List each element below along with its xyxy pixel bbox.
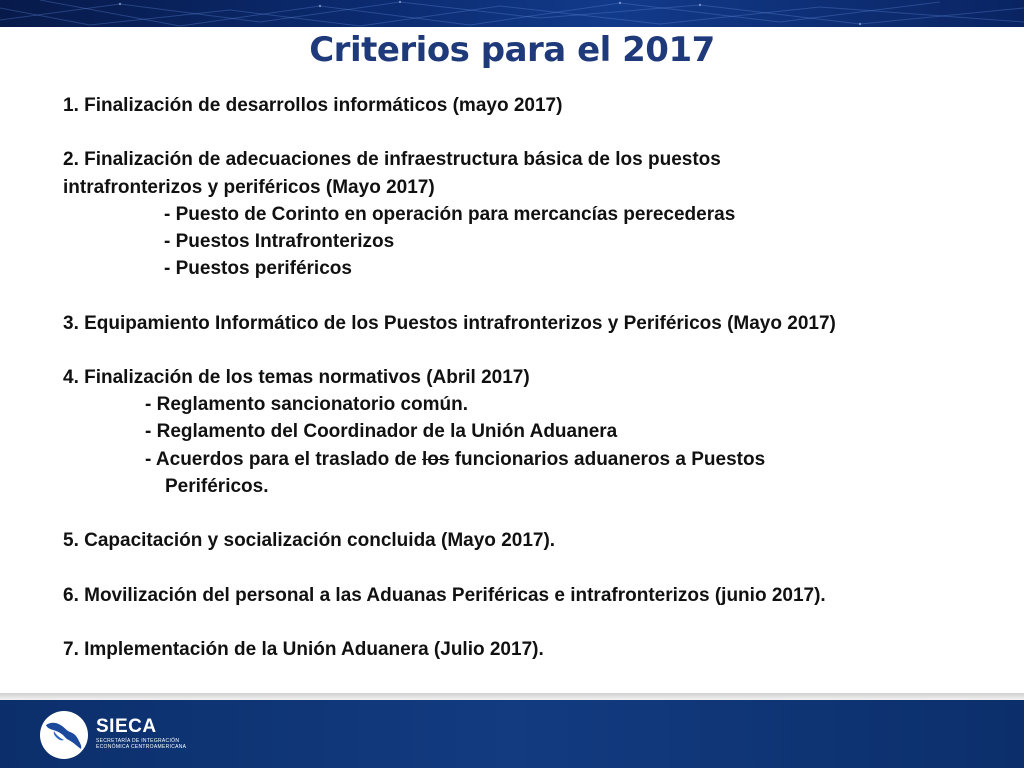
criterion-4-sub-reglamento-coordinador: - Reglamento del Coordinador de la Unión Aduanera — [145, 421, 618, 443]
criterion-4-sub-reglamento-sancionatorio: - Reglamento sancionatorio común. — [145, 394, 469, 416]
spacer — [63, 500, 1013, 527]
logo-subtitle-line-1: SECRETARÍA DE INTEGRACIÓN — [96, 738, 180, 744]
sieca-logo-text: SIECA — [96, 716, 157, 737]
spacer — [63, 119, 1013, 146]
spacer — [63, 282, 1013, 309]
spacer — [63, 554, 1013, 581]
criterion-2-continued: intrafronterizos y periféricos (Mayo 2017) — [63, 176, 435, 198]
criterion-3: 3. Equipamiento Informático de los Puestos intrafronterizos y Periféricos (Mayo 2017) — [63, 312, 836, 334]
sieca-logo-subtitle — [96, 738, 186, 750]
banner-texture — [0, 0, 1024, 27]
criteria-list — [63, 92, 1013, 663]
top-banner — [0, 0, 1024, 27]
struck-word: los — [422, 448, 450, 470]
criterion-2-sub-perifericos: - Puestos periféricos — [164, 258, 352, 280]
slide-title: Criterios para el 2017 — [309, 30, 715, 70]
sieca-logo-emblem — [40, 711, 88, 759]
criterion-6: 6. Movilización del personal a las Aduanas Periféricas e intrafronterizos (junio 2017). — [63, 584, 826, 606]
logo-subtitle-line-2: ECONÓMICA CENTROAMERICANA — [96, 744, 187, 750]
criterion-5: 5. Capacitación y socialización concluida (Mayo 2017). — [63, 530, 556, 552]
criterion-1: 1. Finalización de desarrollos informáticos (mayo 2017) — [63, 95, 563, 116]
criterion-7: 7. Implementación de la Unión Aduanera (Julio 2017). — [63, 638, 544, 660]
criterion-2-sub-corinto: - Puesto de Corinto en operación para mercancías perecederas — [164, 203, 736, 225]
acuerdos-text-start: - Acuerdos para el traslado de — [145, 448, 422, 470]
criterion-4-sub-acuerdos-continued: Periféricos. — [165, 475, 269, 497]
acuerdos-text-end: funcionarios aduaneros a Puestos — [449, 448, 766, 470]
criterion-4: 4. Finalización de los temas normativos (Abril 2017) — [63, 366, 530, 388]
criterion-2-sub-intrafronterizos: - Puestos Intrafronterizos — [164, 231, 395, 252]
footer-bar — [0, 700, 1024, 768]
spacer — [63, 609, 1013, 636]
spacer — [63, 337, 1013, 364]
criterion-2: 2. Finalización de adecuaciones de infraestructura básica de los puestos — [63, 149, 721, 171]
criterion-4-sub-acuerdos — [63, 446, 1013, 473]
central-america-map-icon — [40, 711, 88, 759]
